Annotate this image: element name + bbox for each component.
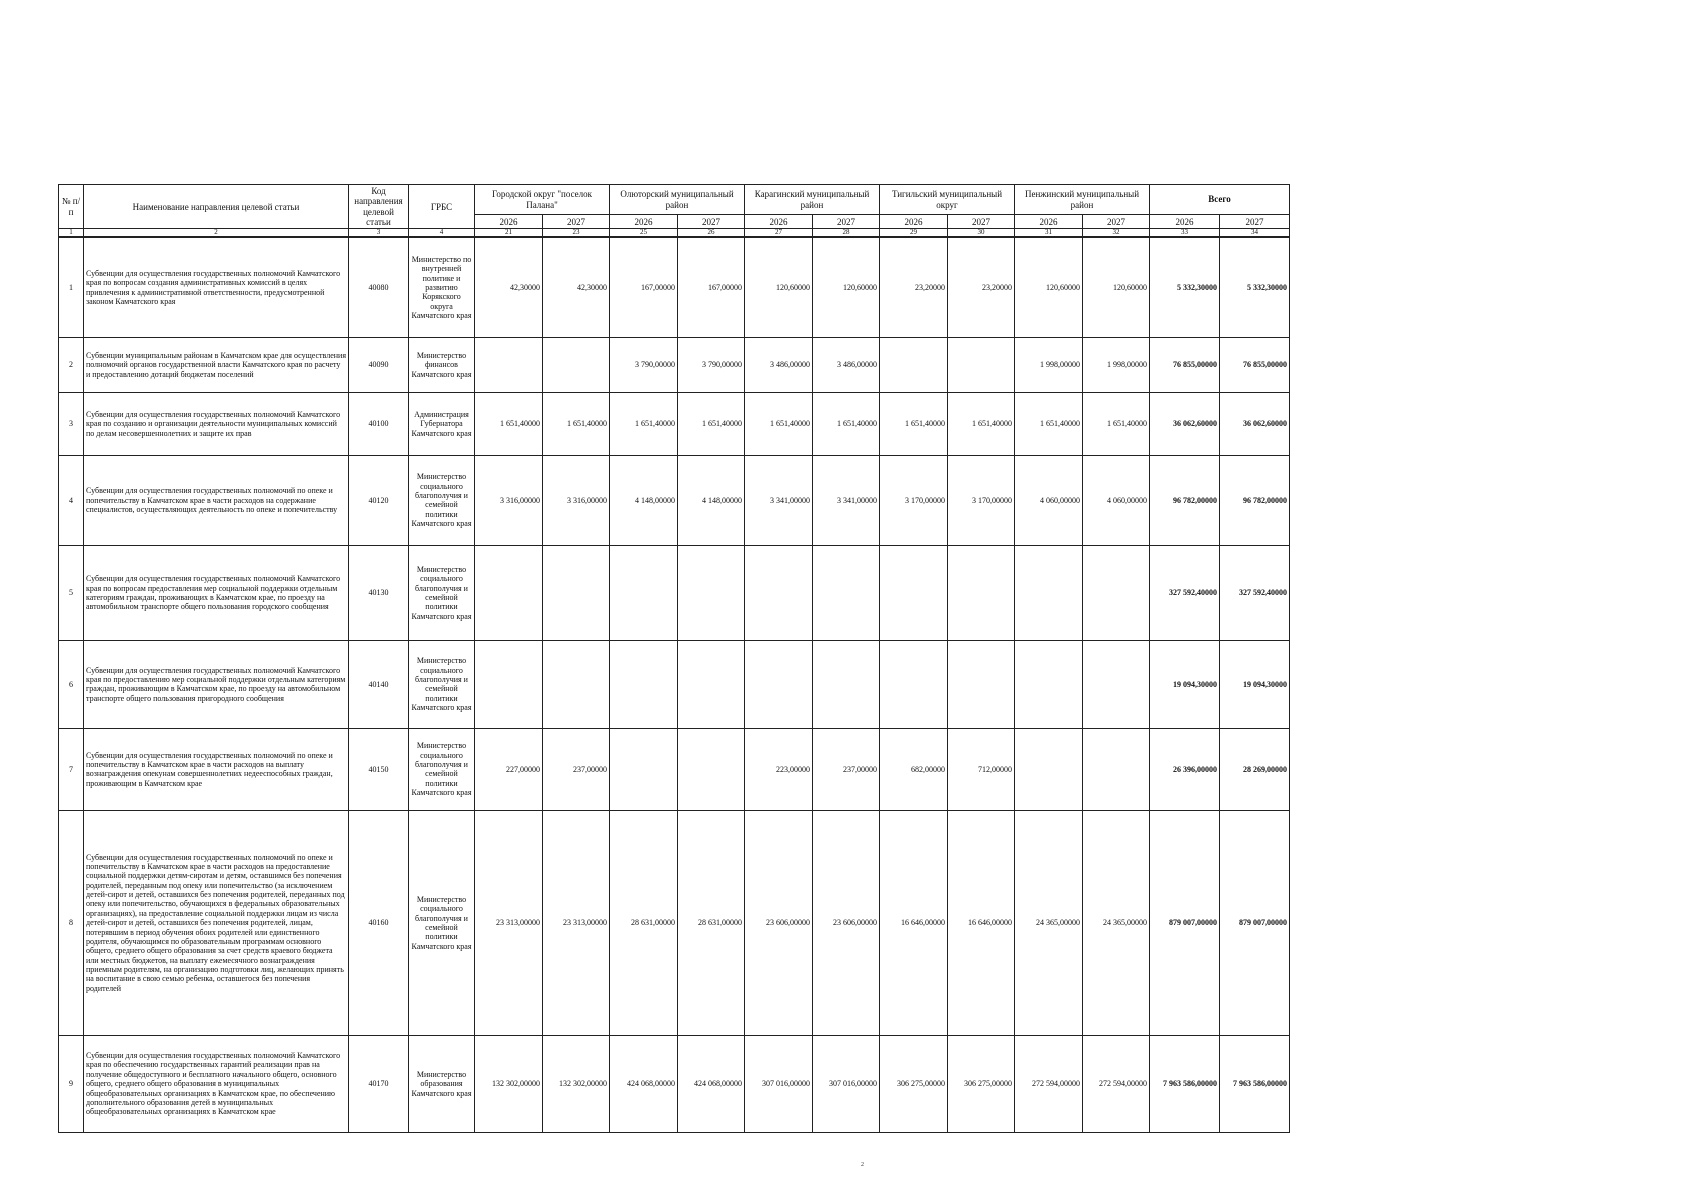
budget-table bbox=[58, 184, 1290, 1133]
column-index: 21 bbox=[475, 229, 543, 238]
value-cell bbox=[745, 545, 813, 640]
value-cell: 28 631,00000 bbox=[610, 810, 678, 1035]
value-cell: 1 651,40000 bbox=[745, 392, 813, 455]
value-cell bbox=[475, 545, 543, 640]
total-value-cell: 327 592,40000 bbox=[1220, 545, 1290, 640]
header-total: Всего bbox=[1150, 185, 1290, 215]
row-number: 6 bbox=[59, 640, 84, 728]
value-cell bbox=[1015, 640, 1083, 728]
column-index: 25 bbox=[610, 229, 678, 238]
row-code: 40140 bbox=[349, 640, 409, 728]
value-cell: 132 302,00000 bbox=[543, 1035, 610, 1132]
value-cell: 1 651,40000 bbox=[1083, 392, 1150, 455]
total-value-cell: 19 094,30000 bbox=[1150, 640, 1220, 728]
value-cell bbox=[543, 545, 610, 640]
header-region-penzhinsky: Пенжинский муниципальный район bbox=[1015, 185, 1150, 215]
row-number: 5 bbox=[59, 545, 84, 640]
column-index-row bbox=[59, 229, 1290, 238]
row-code: 40100 bbox=[349, 392, 409, 455]
table-row bbox=[59, 810, 1290, 1035]
total-value-cell: 36 062,60000 bbox=[1220, 392, 1290, 455]
total-value-cell: 327 592,40000 bbox=[1150, 545, 1220, 640]
total-value-cell: 879 007,00000 bbox=[1150, 810, 1220, 1035]
value-cell bbox=[813, 545, 880, 640]
row-code: 40170 bbox=[349, 1035, 409, 1132]
column-index: 33 bbox=[1150, 229, 1220, 238]
value-cell bbox=[610, 545, 678, 640]
row-name: Субвенции для осуществления государственных полномочий Камчатского края по обеспечению государственных гарантий реализации прав на получение общедоступного и бесплатного начального общего, основного общего, среднего общего образования в муниципальных общеобразовательных организациях в Камчатском крае, по обеспечению дополнительного образования детей в муниципальных общеобразовательных организациях в Камчатском крае bbox=[84, 1035, 349, 1132]
total-value-cell: 76 855,00000 bbox=[1220, 337, 1290, 392]
table-row bbox=[59, 392, 1290, 455]
value-cell: 24 365,00000 bbox=[1083, 810, 1150, 1035]
value-cell: 23 313,00000 bbox=[475, 810, 543, 1035]
row-grbs: Министерство социального благополучия и семейной политики Камчатского края bbox=[409, 545, 475, 640]
value-cell bbox=[880, 640, 948, 728]
value-cell: 16 646,00000 bbox=[880, 810, 948, 1035]
header-code: Код направления целевой статьи bbox=[349, 185, 409, 229]
total-value-cell: 28 269,00000 bbox=[1220, 728, 1290, 810]
row-grbs: Министерство социального благополучия и семейной политики Камчатского края bbox=[409, 810, 475, 1035]
value-cell: 120,60000 bbox=[745, 237, 813, 337]
value-cell: 306 275,00000 bbox=[880, 1035, 948, 1132]
header-number: № п/п bbox=[59, 185, 84, 229]
row-grbs: Министерство образования Камчатского края bbox=[409, 1035, 475, 1132]
value-cell bbox=[880, 337, 948, 392]
column-index: 32 bbox=[1083, 229, 1150, 238]
value-cell: 23,20000 bbox=[880, 237, 948, 337]
value-cell: 1 651,40000 bbox=[880, 392, 948, 455]
row-name: Субвенции для осуществления государственных полномочий по опеке и попечительству в Камчатском крае в части расходов на содержание специалистов, осуществляющих деятельность по опеке и попечительству bbox=[84, 455, 349, 545]
value-cell bbox=[678, 640, 745, 728]
value-cell: 4 148,00000 bbox=[678, 455, 745, 545]
table-row bbox=[59, 337, 1290, 392]
value-cell: 3 316,00000 bbox=[543, 455, 610, 545]
row-number: 7 bbox=[59, 728, 84, 810]
value-cell bbox=[543, 337, 610, 392]
value-cell bbox=[813, 640, 880, 728]
header-year: 2027 bbox=[813, 215, 880, 229]
total-value-cell: 96 782,00000 bbox=[1220, 455, 1290, 545]
total-value-cell: 19 094,30000 bbox=[1220, 640, 1290, 728]
row-grbs: Министерство социального благополучия и семейной политики Камчатского края bbox=[409, 640, 475, 728]
value-cell bbox=[678, 545, 745, 640]
row-grbs: Администрация Губернатора Камчатского края bbox=[409, 392, 475, 455]
table-row bbox=[59, 545, 1290, 640]
total-value-cell: 879 007,00000 bbox=[1220, 810, 1290, 1035]
total-value-cell: 5 332,30000 bbox=[1150, 237, 1220, 337]
column-index: 1 bbox=[59, 229, 84, 238]
value-cell: 272 594,00000 bbox=[1015, 1035, 1083, 1132]
value-cell: 23 313,00000 bbox=[543, 810, 610, 1035]
value-cell bbox=[1083, 728, 1150, 810]
header-year: 2026 bbox=[745, 215, 813, 229]
value-cell bbox=[678, 728, 745, 810]
table-header bbox=[59, 185, 1290, 238]
header-year: 2027 bbox=[1083, 215, 1150, 229]
total-value-cell: 26 396,00000 bbox=[1150, 728, 1220, 810]
row-number: 2 bbox=[59, 337, 84, 392]
row-name: Субвенции для осуществления государственных полномочий Камчатского края по предоставлению мер социальной поддержки отдельным категориям граждан, проживающим в Камчатском крае, по проезду на автомобильном транспорте общего пользования пригородного сообщения bbox=[84, 640, 349, 728]
value-cell: 1 651,40000 bbox=[678, 392, 745, 455]
value-cell: 3 790,00000 bbox=[610, 337, 678, 392]
column-index: 2 bbox=[84, 229, 349, 238]
header-grbs: ГРБС bbox=[409, 185, 475, 229]
value-cell bbox=[948, 545, 1015, 640]
value-cell: 1 651,40000 bbox=[543, 392, 610, 455]
row-code: 40120 bbox=[349, 455, 409, 545]
value-cell: 16 646,00000 bbox=[948, 810, 1015, 1035]
total-value-cell: 76 855,00000 bbox=[1150, 337, 1220, 392]
value-cell bbox=[475, 640, 543, 728]
value-cell: 223,00000 bbox=[745, 728, 813, 810]
row-number: 3 bbox=[59, 392, 84, 455]
value-cell: 120,60000 bbox=[1083, 237, 1150, 337]
header-year: 2026 bbox=[475, 215, 543, 229]
header-year: 2027 bbox=[948, 215, 1015, 229]
row-name: Субвенции для осуществления государственных полномочий Камчатского края по вопросам предоставления мер социальной поддержки отдельным категориям граждан, проживающих в Камчатском крае, по проезду на автомобильном транспорте общего пользования городского сообщения bbox=[84, 545, 349, 640]
value-cell bbox=[1083, 640, 1150, 728]
value-cell bbox=[475, 337, 543, 392]
row-name: Субвенции для осуществления государственных полномочий по опеке и попечительству в Камчатском крае в части расходов на предоставление социальной поддержки детям-сиротам и детям, оставшимся без попечения родителей, переданным под опеку или попечительство (за исключением детей-сирот и детей, оставшихся без попечения родителей, переданных под опеку или попечительство, обучающихся в федеральных образовательных организациях), на предоставление социальной поддержки лицам из числа детей-сирот и детей, оставшихся без попечения родителей, лицам, потерявшим в период обучения обоих родителей или единственного родителя, обучающимся по образовательным программам основного общего, среднего общего образования за счет средств краевого бюджета или местных бюджетов, на выплату ежемесячного вознаграждения приемным родителям, на организацию подготовки лиц, желающих принять на воспитание в свою семью ребенка, оставшегося без попечения родителей bbox=[84, 810, 349, 1035]
header-region-palana: Городской округ "поселок Палана" bbox=[475, 185, 610, 215]
value-cell: 307 016,00000 bbox=[813, 1035, 880, 1132]
column-index: 27 bbox=[745, 229, 813, 238]
column-index: 31 bbox=[1015, 229, 1083, 238]
row-grbs: Министерство социального благополучия и семейной политики Камчатского края bbox=[409, 728, 475, 810]
table-body bbox=[59, 237, 1290, 1132]
value-cell: 23,20000 bbox=[948, 237, 1015, 337]
row-name: Субвенции для осуществления государственных полномочий Камчатского края по вопросам создания административных комиссий в целях привлечения к административной ответственности, предусмотренной законом Камчатского края bbox=[84, 237, 349, 337]
row-code: 40090 bbox=[349, 337, 409, 392]
value-cell bbox=[1083, 545, 1150, 640]
table-row bbox=[59, 237, 1290, 337]
total-value-cell: 96 782,00000 bbox=[1150, 455, 1220, 545]
value-cell: 120,60000 bbox=[1015, 237, 1083, 337]
header-year: 2027 bbox=[678, 215, 745, 229]
column-index: 34 bbox=[1220, 229, 1290, 238]
column-index: 3 bbox=[349, 229, 409, 238]
value-cell: 3 341,00000 bbox=[745, 455, 813, 545]
row-name: Субвенции для осуществления государственных полномочий Камчатского края по созданию и организации деятельности муниципальных комиссий по делам несовершеннолетних и защите их прав bbox=[84, 392, 349, 455]
value-cell: 1 651,40000 bbox=[948, 392, 1015, 455]
value-cell bbox=[948, 337, 1015, 392]
row-name: Субвенции муниципальным районам в Камчатском крае для осуществления полномочий органов государственной власти Камчатского края по расчету и предоставлению дотаций бюджетам поселений bbox=[84, 337, 349, 392]
value-cell: 4 060,00000 bbox=[1015, 455, 1083, 545]
value-cell: 1 651,40000 bbox=[813, 392, 880, 455]
row-code: 40160 bbox=[349, 810, 409, 1035]
column-index: 26 bbox=[678, 229, 745, 238]
page-number: 2 bbox=[861, 1162, 864, 1168]
value-cell: 682,00000 bbox=[880, 728, 948, 810]
row-grbs: Министерство финансов Камчатского края bbox=[409, 337, 475, 392]
row-number: 8 bbox=[59, 810, 84, 1035]
value-cell: 237,00000 bbox=[813, 728, 880, 810]
value-cell: 3 486,00000 bbox=[745, 337, 813, 392]
value-cell bbox=[1015, 728, 1083, 810]
header-year: 2026 bbox=[1015, 215, 1083, 229]
value-cell bbox=[610, 640, 678, 728]
value-cell bbox=[880, 545, 948, 640]
header-year: 2027 bbox=[1220, 215, 1290, 229]
column-index: 28 bbox=[813, 229, 880, 238]
table-row bbox=[59, 455, 1290, 545]
row-code: 40130 bbox=[349, 545, 409, 640]
value-cell: 1 651,40000 bbox=[1015, 392, 1083, 455]
value-cell: 1 651,40000 bbox=[610, 392, 678, 455]
value-cell: 1 651,40000 bbox=[475, 392, 543, 455]
row-code: 40080 bbox=[349, 237, 409, 337]
value-cell: 24 365,00000 bbox=[1015, 810, 1083, 1035]
row-number: 1 bbox=[59, 237, 84, 337]
value-cell: 424 068,00000 bbox=[610, 1035, 678, 1132]
value-cell: 712,00000 bbox=[948, 728, 1015, 810]
header-name: Наименование направления целевой статьи bbox=[84, 185, 349, 229]
header-region-tigilsky: Тигильский муниципальный округ bbox=[880, 185, 1015, 215]
value-cell: 424 068,00000 bbox=[678, 1035, 745, 1132]
row-number: 4 bbox=[59, 455, 84, 545]
column-index: 4 bbox=[409, 229, 475, 238]
row-number: 9 bbox=[59, 1035, 84, 1132]
value-cell: 272 594,00000 bbox=[1083, 1035, 1150, 1132]
row-grbs: Министерство социального благополучия и семейной политики Камчатского края bbox=[409, 455, 475, 545]
table-row bbox=[59, 640, 1290, 728]
header-year: 2026 bbox=[610, 215, 678, 229]
value-cell: 227,00000 bbox=[475, 728, 543, 810]
value-cell bbox=[1015, 545, 1083, 640]
value-cell: 28 631,00000 bbox=[678, 810, 745, 1035]
value-cell: 1 998,00000 bbox=[1083, 337, 1150, 392]
value-cell: 4 060,00000 bbox=[1083, 455, 1150, 545]
column-index: 29 bbox=[880, 229, 948, 238]
header-region-olyutorsky: Олюторский муниципальный район bbox=[610, 185, 745, 215]
header-year: 2026 bbox=[1150, 215, 1220, 229]
total-value-cell: 7 963 586,00000 bbox=[1220, 1035, 1290, 1132]
value-cell: 42,30000 bbox=[543, 237, 610, 337]
row-name: Субвенции для осуществления государственных полномочий по опеке и попечительству в Камчатском крае в части расходов на выплату вознаграждения опекунам совершеннолетних недееспособных граждан, проживающим в Камчатском крае bbox=[84, 728, 349, 810]
header-year: 2027 bbox=[543, 215, 610, 229]
value-cell: 3 316,00000 bbox=[475, 455, 543, 545]
value-cell: 23 606,00000 bbox=[745, 810, 813, 1035]
value-cell bbox=[610, 728, 678, 810]
value-cell: 4 148,00000 bbox=[610, 455, 678, 545]
value-cell: 3 170,00000 bbox=[948, 455, 1015, 545]
value-cell: 3 170,00000 bbox=[880, 455, 948, 545]
header-year: 2026 bbox=[880, 215, 948, 229]
value-cell: 167,00000 bbox=[610, 237, 678, 337]
value-cell bbox=[948, 640, 1015, 728]
value-cell: 237,00000 bbox=[543, 728, 610, 810]
value-cell: 3 341,00000 bbox=[813, 455, 880, 545]
total-value-cell: 5 332,30000 bbox=[1220, 237, 1290, 337]
value-cell: 307 016,00000 bbox=[745, 1035, 813, 1132]
total-value-cell: 36 062,60000 bbox=[1150, 392, 1220, 455]
value-cell: 167,00000 bbox=[678, 237, 745, 337]
column-index: 23 bbox=[543, 229, 610, 238]
row-code: 40150 bbox=[349, 728, 409, 810]
value-cell: 120,60000 bbox=[813, 237, 880, 337]
value-cell: 1 998,00000 bbox=[1015, 337, 1083, 392]
value-cell: 23 606,00000 bbox=[813, 810, 880, 1035]
value-cell: 3 790,00000 bbox=[678, 337, 745, 392]
value-cell bbox=[543, 640, 610, 728]
value-cell: 42,30000 bbox=[475, 237, 543, 337]
row-grbs: Министерство по внутренней политике и развитию Корякского округа Камчатского края bbox=[409, 237, 475, 337]
column-index: 30 bbox=[948, 229, 1015, 238]
total-value-cell: 7 963 586,00000 bbox=[1150, 1035, 1220, 1132]
header-region-karaginsky: Карагинский муниципальный район bbox=[745, 185, 880, 215]
value-cell: 306 275,00000 bbox=[948, 1035, 1015, 1132]
value-cell bbox=[745, 640, 813, 728]
value-cell: 132 302,00000 bbox=[475, 1035, 543, 1132]
table-row bbox=[59, 728, 1290, 810]
value-cell: 3 486,00000 bbox=[813, 337, 880, 392]
table-row bbox=[59, 1035, 1290, 1132]
